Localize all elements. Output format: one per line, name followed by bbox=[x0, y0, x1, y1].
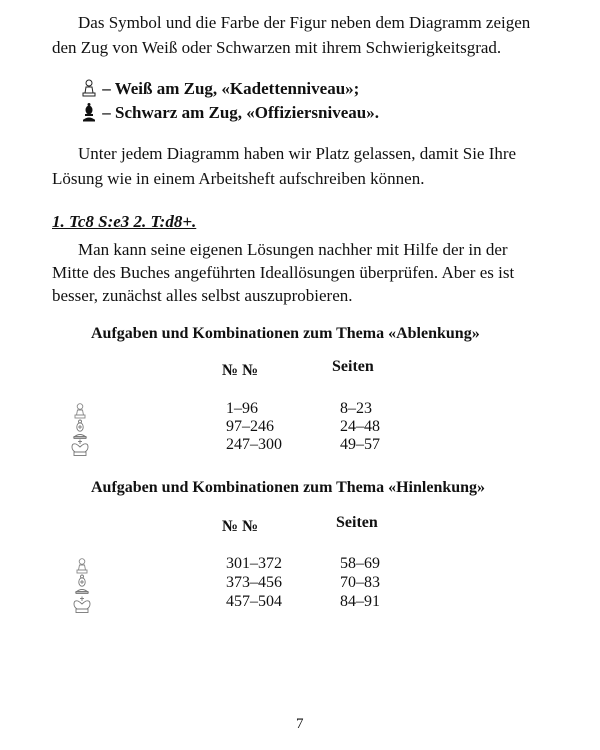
legend-white-text: – Weiß am Zug, «Kadettenniveau»; bbox=[102, 79, 360, 98]
ablenkung-row-3-numbers: 247–300 bbox=[226, 436, 282, 453]
check-note-line-1: Man kann seine eigenen Lösungen nachher mit Hilfe der in der bbox=[78, 240, 508, 259]
hinlenkung-row-3-pages: 84–91 bbox=[340, 593, 380, 610]
legend-item-white bbox=[80, 78, 359, 100]
example-solution: 1. Tc8 S:e3 2. T:d8+. bbox=[52, 212, 197, 231]
legend-item-black bbox=[80, 102, 379, 124]
ablenkung-row-1-pages: 8–23 bbox=[340, 400, 372, 417]
legend-black-text: – Schwarz am Zug, «Offiziersniveau». bbox=[102, 103, 379, 122]
intro-line-1: Das Symbol und die Farbe der Figur neben dem Diagramm zeigen bbox=[78, 13, 531, 32]
white-pawn-icon bbox=[80, 78, 98, 98]
black-bishop-icon bbox=[80, 102, 98, 122]
space-note-line-1: Unter jedem Diagramm haben wir Platz gelassen, damit Sie Ihre bbox=[78, 144, 517, 163]
hinlenkung-row-3-numbers: 457–504 bbox=[226, 593, 282, 610]
column-header-pages: Seiten bbox=[332, 358, 374, 375]
hinlenkung-row-1-pages: 58–69 bbox=[340, 555, 380, 572]
hinlenkung-row-1-numbers: 301–372 bbox=[226, 555, 282, 572]
king-icon bbox=[70, 439, 90, 462]
check-note-line-3: besser, zunächst alles selbst auszuprobieren. bbox=[52, 286, 353, 305]
page-number: 7 bbox=[296, 716, 304, 732]
section-title-hinlenkung: Aufgaben und Kombinationen zum Thema «Hinlenkung» bbox=[91, 479, 486, 496]
space-note-line-2: Lösung wie in einem Arbeitsheft aufschreiben können. bbox=[52, 169, 425, 188]
section-title-ablenkung: Aufgaben und Kombinationen zum Thema «Ablenkung» bbox=[91, 325, 480, 342]
column-header-pages: Seiten bbox=[336, 514, 378, 531]
column-header-numbers: № № bbox=[222, 362, 259, 379]
column-header-numbers: № № bbox=[222, 518, 259, 535]
ablenkung-row-2-pages: 24–48 bbox=[340, 418, 380, 435]
ablenkung-row-3-pages: 49–57 bbox=[340, 436, 380, 453]
ablenkung-row-2-numbers: 97–246 bbox=[226, 418, 274, 435]
intro-line-2: den Zug von Weiß oder Schwarzen mit ihrem Schwierigkeitsgrad. bbox=[52, 38, 502, 57]
hinlenkung-row-2-numbers: 373–456 bbox=[226, 574, 282, 591]
check-note-line-2: Mitte des Buches angeführten Ideallösungen überprüfen. Aber es ist bbox=[52, 263, 515, 282]
ablenkung-row-1-numbers: 1–96 bbox=[226, 400, 258, 417]
king-icon bbox=[72, 596, 92, 619]
hinlenkung-row-2-pages: 70–83 bbox=[340, 574, 380, 591]
